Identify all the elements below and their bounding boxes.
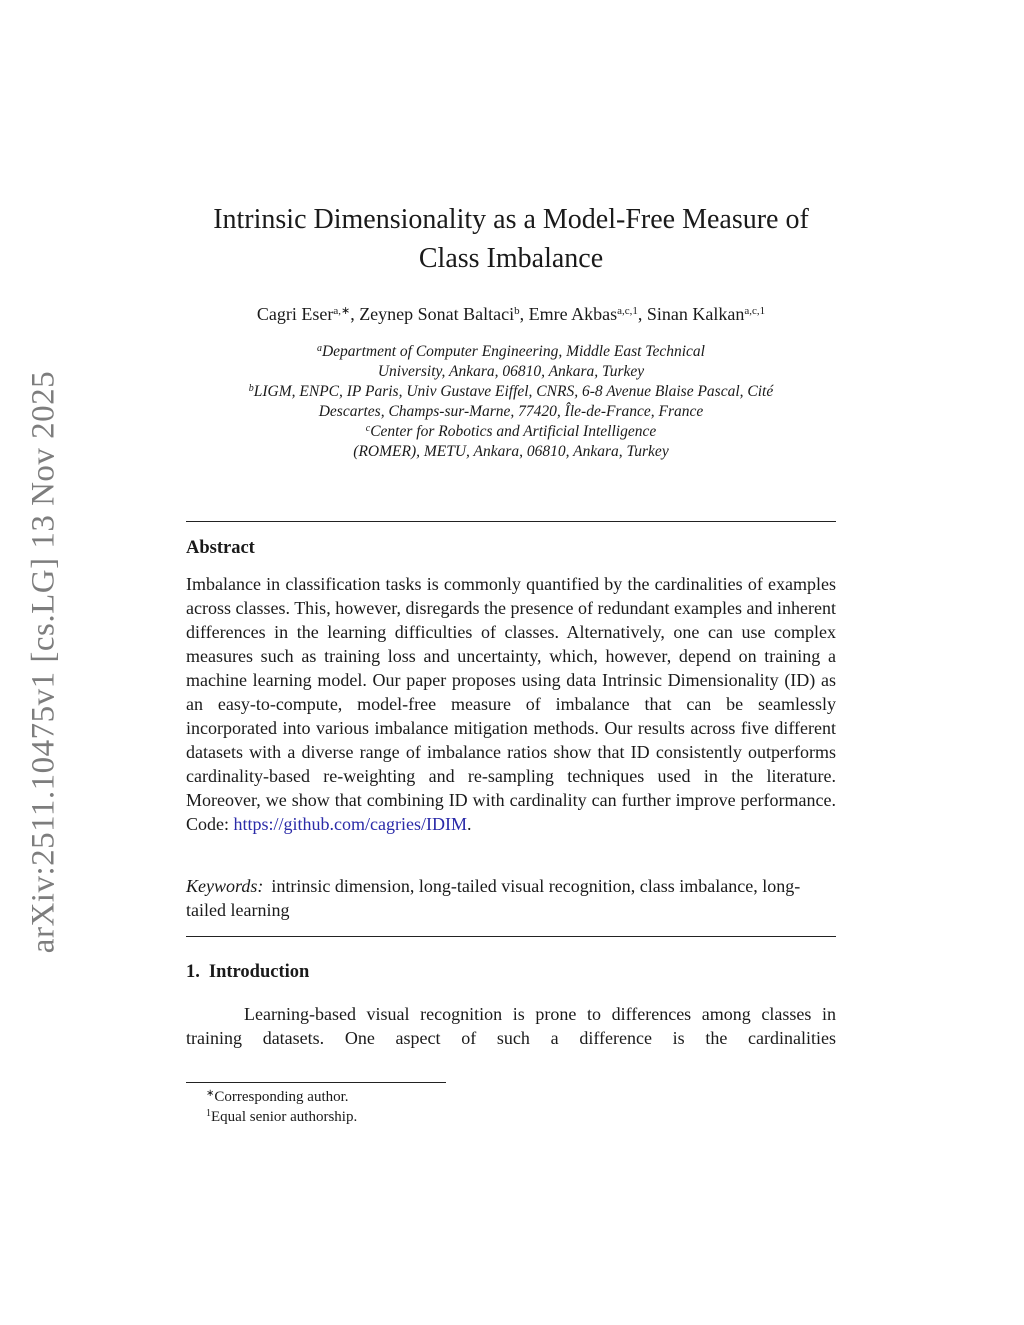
affiliation-text: LIGM, ENPC, IP Paris, Univ Gustave Eiffel, CNRS, 6-8 Avenue Blaise Pascal, Cité (253, 383, 774, 400)
affiliation-line: University, Ankara, 06810, Ankara, Turkey (377, 363, 645, 380)
affiliation-text: Department of Computer Engineering, Middle East Technical (321, 343, 705, 360)
author-list: Cagri Eser$^{a,∗}$, Zeynep Sonat Baltaci$^b$, Emre Akbas$^{a,c,1}$, Sinan Kalkan$^{a,c,1}$ (256, 304, 766, 324)
introduction-paragraph: Learning-based visual recognition is prone to differences among classes in training datasets. One aspect of such a difference is the cardinalities (186, 1004, 836, 1048)
abstract-top-rule (186, 521, 836, 522)
affiliation-mark: c (365, 423, 371, 434)
affiliation-line: Descartes, Champs-sur-Marne, 77420, Île-de-France, France (318, 403, 704, 420)
author-affiliation-mark: a,∗ (333, 305, 351, 317)
footnote-mark: ∗ (206, 1088, 215, 1099)
abstract-body (186, 572, 836, 836)
abstract-text: Imbalance in classification tasks is commonly quantified by the cardinalities of examples across classes. This, however, disregards the presence of redundant examples and inherent differences in the learning difficulties of classes. Alternatively, one can use complex measures such as training loss and uncertainty, which, however, depend on training a machine learning model. Our paper proposes using data Intrinsic Dimensionality (ID) as an easy-to-compute, model-free measure of imbalance that can be seamlessly incorporated into various imbalance mitigation methods. Our results across five different datasets with a diverse range of imbalance ratios show that ID consistently outperforms cardinality-based re-weighting and re-sampling techniques used in the literature. Moreover, we show that combining ID with cardinality can further improve performance. Code: (186, 574, 836, 834)
arxiv-identifier-stamp: arXiv:2511.10475v1 [cs.LG] 13 Nov 2025 (25, 370, 62, 954)
title-line-2: Class Imbalance (418, 243, 604, 274)
author-affiliation-mark: b (514, 305, 520, 317)
section-heading-introduction (186, 962, 309, 983)
author-name: Cagri Eser (256, 304, 334, 324)
affiliation-mark: b (248, 383, 254, 394)
affiliation-line (186, 382, 836, 402)
section-title: Introduction (208, 962, 310, 982)
code-repository-link[interactable]: https://github.com/cagries/IDIM (233, 814, 467, 834)
footnote-text: Corresponding author. (214, 1089, 349, 1105)
keywords (186, 874, 836, 922)
author-affiliation-mark: a,c,1 (744, 305, 766, 317)
abstract-period: . (466, 814, 472, 834)
author-name: Emre Akbas (528, 304, 618, 324)
affiliation-line: (ROMER), METU, Ankara, 06810, Ankara, Turkey (353, 443, 669, 460)
abstract-heading: Abstract (186, 538, 255, 558)
footnote-mark: 1 (206, 1108, 211, 1119)
affiliation-line (186, 342, 836, 362)
abstract-bottom-rule (186, 936, 836, 937)
author-affiliation-mark: a,c,1 (617, 305, 638, 317)
footnotes (206, 1087, 357, 1127)
footnote-rule (186, 1082, 446, 1083)
keywords-text: intrinsic dimension, long-tailed visual recognition, class imbalance, long-tailed learning (186, 876, 801, 920)
footnote (206, 1087, 357, 1107)
footnote-text: Equal senior authorship. (211, 1109, 358, 1125)
title-line-1: Intrinsic Dimensionality as a Model-Free Measure of (213, 204, 809, 235)
paper-title (186, 200, 836, 278)
affiliation-mark: a (316, 343, 322, 354)
author-name: Sinan Kalkan (646, 304, 745, 324)
author-name: Zeynep Sonat Baltaci (359, 304, 515, 324)
affiliation-text: Center for Robotics and Artificial Intelligence (370, 423, 657, 440)
keywords-label: Keywords: (186, 876, 264, 896)
affiliation-list (186, 342, 836, 462)
footnote (206, 1107, 357, 1127)
affiliation-line (186, 422, 836, 442)
section-number: 1. (186, 962, 200, 982)
